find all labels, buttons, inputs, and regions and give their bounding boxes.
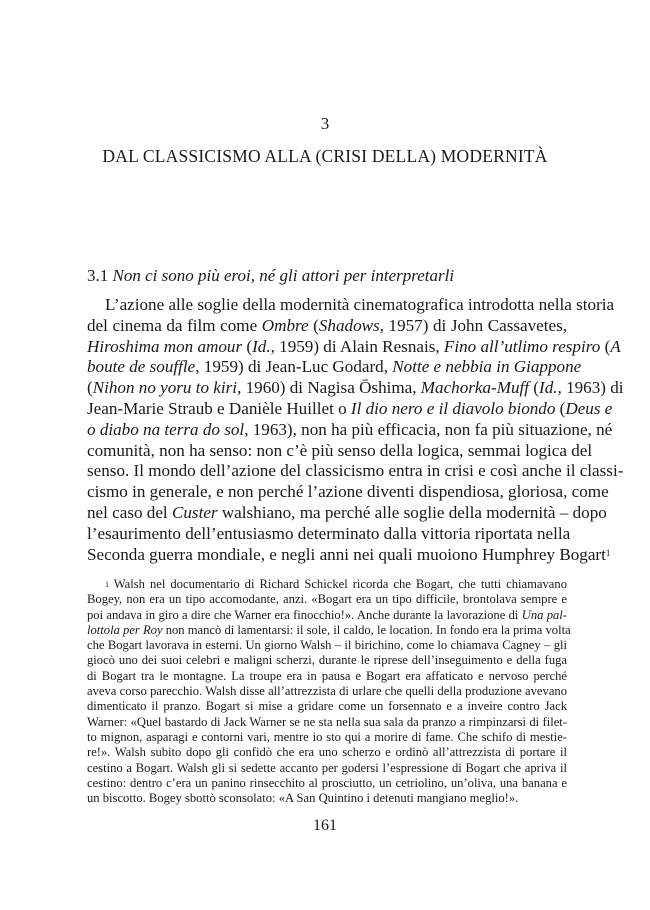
footnote [87, 577, 571, 806]
footnote-line: lottola per Roy non mancò di lamentarsi: il sole, il caldo, le location. In fondo era la prima volta [87, 622, 571, 637]
footnote-line: un biscotto. Bogey sbottò sconsolato: «A San Quintino i detenuti mangiano meglio!». [87, 791, 519, 806]
footnote-line: Warner: «Quel bastardo di Jack Warner se ne sta nella sua sala da pranzo a rimpinzarsi di filet- [87, 714, 567, 729]
text-line: comunità, non ha senso: non c’è più senso della logica, semmai logica del [87, 440, 593, 460]
footnote-line: giocò uno dei suoi celebri e maligni scherzi, durante le riprese dell’inseguimento e della fuga [87, 653, 567, 668]
footnote-line: Bogey, non era un tipo accomodante, anzi. «Bogart era un tipo difficile, brontolava sempre e [87, 592, 567, 607]
text-line: senso. Il mondo dell’azione del classicismo entra in crisi e così anche il classi- [87, 461, 624, 481]
text-line: nel caso del Custer walshiano, ma perché alle soglie della modernità – dopo [87, 502, 607, 522]
text-line: Hiroshima mon amour (Id., 1959) di Alain Resnais, Fino all’utlimo respiro (A [87, 336, 621, 356]
footnote-line: di Bogart tra le montagne. La troupe era in pausa e Bogart era affaticato e nervoso perché [87, 668, 567, 683]
footnote-line: poi andava in giro a dire che Warner era finocchio!». Anche durante la lavorazione di Una pal- [87, 607, 567, 622]
text-line: Seconda guerra mondiale, e negli anni nei quali muoiono Humphrey Bogart$^1$ [87, 544, 611, 564]
body-paragraph [87, 295, 624, 565]
footnote-line: che Bogart lavorava in esterni. Un giorno Walsh – il birichino, come lo chiamava Cagney – gli [87, 638, 567, 653]
text-line: L’azione alle soglie della modernità cinematografica introdotta nella storia [105, 295, 615, 314]
text-line: boute de souffle, 1959) di Jean-Luc Godard, Notte e nebbia in Giappone [87, 357, 582, 377]
text-line: (Nihon no yoru to kiri, 1960) di Nagisa Ōshima, Machorka-Muff (Id., 1963) di [87, 378, 624, 398]
footnote-reference[interactable]: 1 [605, 547, 611, 558]
text-line: Jean-Marie Straub e Danièle Huillet o Il dio nero e il diavolo biondo (Deus e [87, 398, 613, 418]
footnote-line: dimenticato il pranzo. Bogart si mise a gridare come un forsennato e a inveire contro Jack [87, 699, 567, 714]
footnote-line: cestino: dentro c’era un panino rinsecchito al prosciutto, un cetriolino, un’oliva, una banana e [87, 775, 567, 790]
text-line: l’esaurimento dell’entusiasmo determinato dalla vittoria riportata nella [87, 523, 571, 543]
footnote-line: cestino a Bogart. Walsh gli si sedette accanto per godersi l’espressione di Bogart che apriva il [87, 760, 567, 775]
chapter-number: 3 [320, 114, 330, 133]
text-line: o diabo na terra do sol, 1963), non ha più efficacia, non fa più situazione, né [87, 419, 613, 439]
section-number: 3.1 [87, 266, 109, 285]
footnote-line: aveva corso parecchio. Walsh disse all’attrezzista di urlare che quelli della produzione avevano [87, 684, 567, 699]
footnote-line: to mignon, asparagi e contorni vari, mentre io sto qui a morire di fame. Che schifo di mestie- [87, 729, 567, 744]
text-line: del cinema da film come Ombre (Shadows, 1957) di John Cassavetes, [87, 315, 567, 335]
chapter-title: DAL CLASSICISMO ALLA (CRISI DELLA) MODERNITÀ [102, 146, 548, 166]
section-title: Non ci sono più eroi, né gli attori per interpretarli [112, 266, 455, 285]
text-line: cismo in generale, e non perché l’azione diventi dispendiosa, gloriosa, come [87, 482, 609, 502]
footnote-line: $^1$ Walsh nel documentario di Richard Schickel ricorda che Bogart, che tutti chiamavano [105, 577, 567, 591]
page-number: 161 [313, 817, 337, 834]
section-heading [87, 266, 567, 286]
footnote-line: re!». Walsh subito dopo gli confidò che era uno scherzo e ordinò all’attrezzista di portare il [87, 745, 567, 760]
footnote-mark: 1 [105, 580, 109, 589]
